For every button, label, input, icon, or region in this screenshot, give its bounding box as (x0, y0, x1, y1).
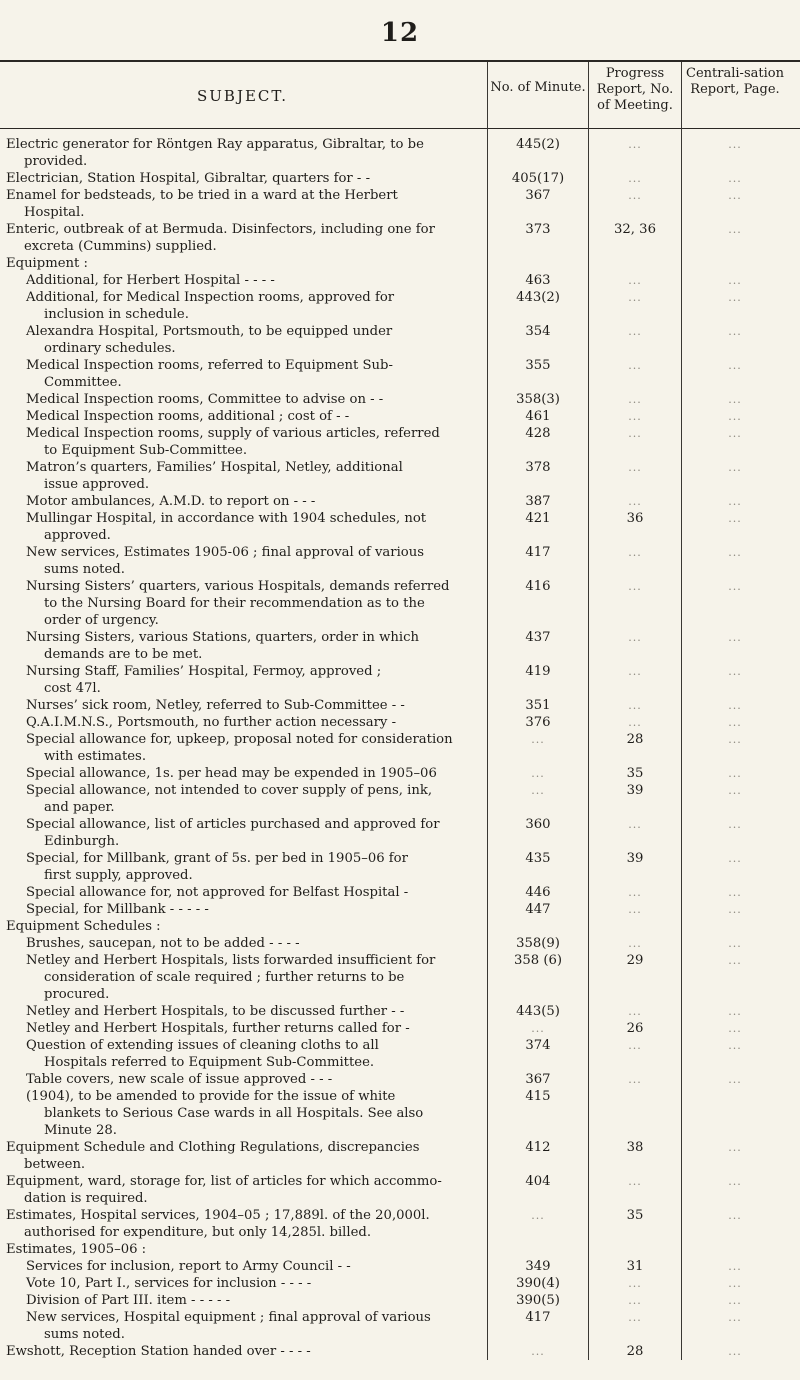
index-entries (0, 136, 800, 1360)
index-entry (0, 935, 800, 952)
index-entry (0, 629, 800, 663)
subject-continuation: demands are to be met. (44, 647, 203, 662)
entry-subject (0, 459, 500, 493)
progress-report-number: ... (628, 818, 642, 831)
subject-continuation: consideration of scale required ; further returns to be (44, 970, 405, 985)
centralisation-page: ... (728, 903, 742, 916)
subject-line: Netley and Herbert Hospitals, to be discussed further - - (26, 1004, 405, 1019)
minute-number: 447 (525, 902, 551, 917)
entry-subject (0, 255, 480, 272)
minute-number: 461 (525, 409, 551, 424)
subject-line: Electrician, Station Hospital, Gibraltar, quarters for - - (6, 171, 371, 186)
entry-subject (0, 578, 500, 629)
centralisation-page: ... (728, 716, 742, 729)
centralisation-page: ... (728, 1260, 742, 1273)
subject-line: Special allowance for, not approved for Belfast Hospital - (26, 885, 409, 900)
centralisation-page: ... (728, 1175, 742, 1188)
header-rule (0, 128, 800, 129)
centralisation-page: ... (728, 1294, 742, 1307)
entry-subject (0, 1139, 480, 1173)
subject-continuation: blankets to Serious Case wards in all Hospitals. See also (44, 1106, 424, 1121)
entry-subject (0, 272, 500, 289)
progress-report-number: 28 (626, 732, 644, 747)
centralisation-page: ... (728, 427, 742, 440)
minute-number: 445(2) (516, 137, 560, 152)
progress-report-number: ... (628, 1039, 642, 1052)
progress-report-number: ... (628, 903, 642, 916)
subject-line: Medical Inspection rooms, referred to Equipment Sub- (26, 358, 393, 373)
subject-line: Special, for Millbank - - - - - (26, 902, 209, 917)
subject-continuation: ordinary schedules. (44, 341, 176, 356)
minute-number: 358(9) (516, 936, 560, 951)
index-entry (0, 765, 800, 782)
minute-number: 378 (525, 460, 551, 475)
index-entry (0, 731, 800, 765)
subject-line: Special allowance for, upkeep, proposal noted for consideration (26, 732, 453, 747)
subject-continuation: Minute 28. (44, 1123, 117, 1138)
subject-continuation: sums noted. (44, 1327, 125, 1342)
subject-continuation: and paper. (44, 800, 115, 815)
index-entry (0, 408, 800, 425)
entry-subject (0, 1309, 500, 1343)
index-entry (0, 170, 800, 187)
progress-report-number: ... (628, 1277, 642, 1290)
entry-subject (0, 1173, 480, 1207)
progress-report-number: ... (628, 937, 642, 950)
progress-report-number: 39 (626, 851, 644, 866)
subject-continuation: Hospital. (24, 205, 85, 220)
centralisation-page: ... (728, 665, 742, 678)
entry-subject (0, 816, 500, 850)
subject-line: Special allowance, 1s. per head may be expended in 1905–06 (26, 766, 437, 781)
subject-line: Additional, for Medical Inspection rooms, approved for (26, 290, 395, 305)
subject-continuation: provided. (24, 154, 88, 169)
entry-subject (0, 1258, 500, 1275)
entry-subject (0, 1037, 500, 1071)
entry-subject (0, 510, 500, 544)
index-entry (0, 714, 800, 731)
centralisation-header: Centrali-sation Report, Page. (686, 66, 784, 97)
minute-number: 446 (525, 885, 551, 900)
entry-subject (0, 1003, 500, 1020)
index-entry (0, 578, 800, 629)
entry-subject (0, 782, 500, 816)
entry-subject (0, 1241, 480, 1258)
subject-line: Estimates, 1905–06 : (6, 1242, 147, 1257)
subject-continuation: procured. (44, 987, 110, 1002)
entry-subject (0, 952, 500, 1003)
subject-line: Nurses’ sick room, Netley, referred to Sub-Committee - - (26, 698, 405, 713)
entry-subject (0, 1343, 480, 1360)
subject-line: Nursing Sisters’ quarters, various Hospitals, demands referred (26, 579, 450, 594)
minute-number: 355 (525, 358, 551, 373)
index-entry (0, 1037, 800, 1071)
progress-report-number: ... (628, 359, 642, 372)
centralisation-page: ... (728, 410, 742, 423)
minute-number: 376 (525, 715, 551, 730)
index-entry (0, 136, 800, 170)
minute-number: 360 (525, 817, 551, 832)
progress-report-number: 31 (626, 1259, 644, 1274)
centralisation-page: ... (728, 291, 742, 304)
subject-continuation: excreta (Cummins) supplied. (24, 239, 217, 254)
subject-line: Enteric, outbreak of at Bermuda. Disinfectors, including one for (6, 222, 435, 237)
subject-continuation: to the Nursing Board for their recommendation as to the (44, 596, 425, 611)
minute-number: 405(17) (511, 171, 565, 186)
entry-subject (0, 935, 500, 952)
entry-subject (0, 408, 500, 425)
minute-number: 387 (525, 494, 551, 509)
progress-report-number: 36 (626, 511, 644, 526)
centralisation-page: ... (728, 580, 742, 593)
entry-subject (0, 765, 500, 782)
progress-report-number: ... (628, 274, 642, 287)
centralisation-page: ... (728, 546, 742, 559)
progress-report-number: ... (628, 631, 642, 644)
centralisation-page: ... (728, 852, 742, 865)
subject-line: New services, Estimates 1905-06 ; final approval of various (26, 545, 424, 560)
minute-number: 417 (525, 1310, 551, 1325)
subject-line: Nursing Sisters, various Stations, quarters, order in which (26, 630, 419, 645)
subject-line: Table covers, new scale of issue approved - - - (26, 1072, 333, 1087)
minute-number: 354 (525, 324, 551, 339)
progress-report-number: ... (628, 291, 642, 304)
subject-line: Vote 10, Part I., services for inclusion - - - - (26, 1276, 312, 1291)
section-heading (0, 255, 800, 272)
entry-subject (0, 1275, 500, 1292)
entry-subject (0, 187, 480, 221)
section-heading (0, 918, 800, 935)
subject-line: Medical Inspection rooms, Committee to advise on - - (26, 392, 384, 407)
centralisation-page: ... (728, 1039, 742, 1052)
subject-line: Medical Inspection rooms, additional ; cost of - - (26, 409, 350, 424)
centralisation-page: ... (728, 393, 742, 406)
progress-report-number: ... (628, 461, 642, 474)
progress-header: Progress Report, No. of Meeting. (596, 66, 674, 113)
index-entry (0, 544, 800, 578)
index-entry (0, 1275, 800, 1292)
entry-subject (0, 289, 500, 323)
subject-line: Services for inclusion, report to Army Council - - (26, 1259, 351, 1274)
minute-number: ... (531, 1345, 545, 1358)
entry-subject (0, 357, 500, 391)
minute-number: 417 (525, 545, 551, 560)
index-entry (0, 1003, 800, 1020)
minute-number: 421 (525, 511, 551, 526)
centralisation-page: ... (728, 937, 742, 950)
entry-subject (0, 1071, 500, 1088)
subject-continuation: Committee. (44, 375, 122, 390)
entry-subject (0, 918, 480, 935)
subject-continuation: order of urgency. (44, 613, 159, 628)
centralisation-page: ... (728, 1311, 742, 1324)
minute-number: 416 (525, 579, 551, 594)
subject-line: Additional, for Herbert Hospital - - - - (26, 273, 275, 288)
entry-subject (0, 544, 500, 578)
minute-number: 415 (525, 1089, 551, 1104)
index-entry (0, 1020, 800, 1037)
entry-subject (0, 1207, 480, 1241)
progress-report-number: 26 (626, 1021, 644, 1036)
minute-number: 463 (525, 273, 551, 288)
entry-subject (0, 136, 480, 170)
subject-line: New services, Hospital equipment ; final approval of various (26, 1310, 431, 1325)
subject-line: Ewshott, Reception Station handed over - - - - (6, 1344, 311, 1359)
subject-line: Motor ambulances, A.M.D. to report on - - - (26, 494, 316, 509)
progress-report-number: 28 (626, 1344, 644, 1359)
index-entry (0, 1309, 800, 1343)
minute-number: 443(5) (516, 1004, 560, 1019)
entry-subject (0, 697, 500, 714)
entry-subject (0, 1088, 500, 1139)
index-entry (0, 187, 800, 221)
centralisation-page: ... (728, 1022, 742, 1035)
centralisation-page: ... (728, 1209, 742, 1222)
subject-line: Special allowance, list of articles purchased and approved for (26, 817, 440, 832)
subject-continuation: authorised for expenditure, but only 14,285l. billed. (24, 1225, 372, 1240)
entry-subject (0, 850, 500, 884)
entry-subject (0, 1020, 500, 1037)
index-entry (0, 357, 800, 391)
index-entry (0, 510, 800, 544)
minute-number: 349 (525, 1259, 551, 1274)
index-entry (0, 221, 800, 255)
minute-number: 358 (6) (513, 953, 563, 968)
centralisation-page: ... (728, 1005, 742, 1018)
index-entry (0, 425, 800, 459)
progress-report-number: ... (628, 1311, 642, 1324)
index-entry (0, 1071, 800, 1088)
index-entry (0, 850, 800, 884)
progress-report-number: ... (628, 580, 642, 593)
centralisation-page: ... (728, 699, 742, 712)
index-entry (0, 697, 800, 714)
index-entry (0, 1207, 800, 1241)
minute-number: 373 (525, 222, 551, 237)
progress-report-number: ... (628, 886, 642, 899)
centralisation-page: ... (728, 1141, 742, 1154)
progress-report-number: ... (628, 495, 642, 508)
entry-subject (0, 493, 500, 510)
centralisation-page: ... (728, 172, 742, 185)
entry-subject (0, 663, 500, 697)
entry-subject (0, 391, 500, 408)
subject-continuation: with estimates. (44, 749, 147, 764)
centralisation-page: ... (728, 359, 742, 372)
minute-number: ... (531, 1209, 545, 1222)
minute-number: 443(2) (516, 290, 560, 305)
subject-continuation: to Equipment Sub-Committee. (44, 443, 248, 458)
progress-report-number: ... (628, 699, 642, 712)
minute-number: 367 (525, 188, 551, 203)
centralisation-page: ... (728, 189, 742, 202)
centralisation-page: ... (728, 495, 742, 508)
progress-report-number: ... (628, 189, 642, 202)
minute-number: 374 (525, 1038, 551, 1053)
subject-continuation: inclusion in schedule. (44, 307, 189, 322)
subject-continuation: first supply, approved. (44, 868, 193, 883)
centralisation-page: ... (728, 223, 742, 236)
subject-line: Estimates, Hospital services, 1904–05 ; 17,889l. of the 20,000l. (6, 1208, 430, 1223)
centralisation-page: ... (728, 767, 742, 780)
index-entry (0, 663, 800, 697)
progress-report-number: ... (628, 1294, 642, 1307)
index-entry (0, 323, 800, 357)
entry-subject (0, 714, 500, 731)
index-entry (0, 1258, 800, 1275)
minute-number: 390(4) (516, 1276, 560, 1291)
subject-line: Netley and Herbert Hospitals, further returns called for - (26, 1021, 410, 1036)
centralisation-page: ... (728, 784, 742, 797)
subject-continuation: issue approved. (44, 477, 150, 492)
index-entry (0, 1139, 800, 1173)
progress-report-number: 35 (626, 1208, 644, 1223)
entry-subject (0, 1292, 500, 1309)
minute-number: 435 (525, 851, 551, 866)
centralisation-page: ... (728, 1277, 742, 1290)
minute-number: 404 (525, 1174, 551, 1189)
section-heading (0, 1241, 800, 1258)
subject-line: Alexandra Hospital, Portsmouth, to be equipped under (26, 324, 393, 339)
index-entry (0, 493, 800, 510)
minute-number: 367 (525, 1072, 551, 1087)
subject-line: Enamel for bedsteads, to be tried in a ward at the Herbert (6, 188, 398, 203)
index-entry (0, 1088, 800, 1139)
index-entry (0, 816, 800, 850)
subject-line: Division of Part III. item - - - - - (26, 1293, 231, 1308)
subject-header: SUBJECT. (197, 87, 288, 105)
entry-subject (0, 884, 500, 901)
centralisation-page: ... (728, 631, 742, 644)
centralisation-page: ... (728, 818, 742, 831)
progress-report-number: ... (628, 410, 642, 423)
index-entry (0, 901, 800, 918)
minute-number: 358(3) (516, 392, 560, 407)
top-rule (0, 60, 800, 62)
subject-line: Special, for Millbank, grant of 5s. per bed in 1905–06 for (26, 851, 408, 866)
index-entry (0, 1343, 800, 1360)
progress-report-number: ... (628, 665, 642, 678)
subject-line: Matron’s quarters, Families’ Hospital, Netley, additional (26, 460, 403, 475)
centralisation-page: ... (728, 886, 742, 899)
subject-continuation: cost 47l. (44, 681, 101, 696)
index-entry (0, 1173, 800, 1207)
minute-number: 428 (525, 426, 551, 441)
progress-report-number: 39 (626, 783, 644, 798)
progress-report-number: ... (628, 1005, 642, 1018)
index-entry (0, 459, 800, 493)
index-entry (0, 884, 800, 901)
minute-number: ... (531, 767, 545, 780)
index-entry (0, 391, 800, 408)
progress-report-number: ... (628, 325, 642, 338)
centralisation-page: ... (728, 138, 742, 151)
index-entry (0, 1292, 800, 1309)
centralisation-page: ... (728, 1073, 742, 1086)
centralisation-page: ... (728, 954, 742, 967)
progress-report-number: ... (628, 138, 642, 151)
minute-number: ... (531, 733, 545, 746)
subject-line: Equipment Schedules : (6, 919, 161, 934)
minute-number: 412 (525, 1140, 551, 1155)
progress-report-number: 38 (626, 1140, 644, 1155)
centralisation-page: ... (728, 512, 742, 525)
subject-line: Netley and Herbert Hospitals, lists forwarded insufficient for (26, 953, 436, 968)
subject-line: Brushes, saucepan, not to be added - - - - (26, 936, 300, 951)
minute-number: ... (531, 1022, 545, 1035)
entry-subject (0, 425, 500, 459)
centralisation-page: ... (728, 461, 742, 474)
minute-number: 351 (525, 698, 551, 713)
subject-continuation: approved. (44, 528, 111, 543)
progress-report-number: ... (628, 1175, 642, 1188)
subject-continuation: Edinburgh. (44, 834, 120, 849)
minute-number: ... (531, 784, 545, 797)
index-entry (0, 289, 800, 323)
subject-line: (1904), to be amended to provide for the issue of white (26, 1089, 396, 1104)
minute-number: 419 (525, 664, 551, 679)
subject-line: Equipment, ward, storage for, list of articles for which accommo- (6, 1174, 442, 1189)
entry-subject (0, 323, 500, 357)
subject-line: Special allowance, not intended to cover supply of pens, ink, (26, 783, 433, 798)
progress-report-number: ... (628, 1073, 642, 1086)
subject-line: Equipment Schedule and Clothing Regulations, discrepancies (6, 1140, 420, 1155)
subject-line: Q.A.I.M.N.S., Portsmouth, no further action necessary - (26, 715, 397, 730)
entry-subject (0, 221, 480, 255)
index-entry (0, 952, 800, 1003)
entry-subject (0, 170, 480, 187)
progress-report-number: 29 (626, 953, 644, 968)
subject-continuation: Hospitals referred to Equipment Sub-Committee. (44, 1055, 375, 1070)
entry-subject (0, 629, 500, 663)
centralisation-page: ... (728, 274, 742, 287)
subject-continuation: between. (24, 1157, 86, 1172)
index-entry (0, 272, 800, 289)
progress-report-number: ... (628, 716, 642, 729)
subject-line: Equipment : (6, 256, 88, 271)
subject-line: Electric generator for Röntgen Ray apparatus, Gibraltar, to be (6, 137, 424, 152)
progress-report-number: ... (628, 546, 642, 559)
subject-line: Medical Inspection rooms, supply of various articles, referred (26, 426, 440, 441)
progress-report-number: 35 (626, 766, 644, 781)
progress-report-number: ... (628, 172, 642, 185)
progress-report-number: ... (628, 427, 642, 440)
centralisation-page: ... (728, 733, 742, 746)
centralisation-page: ... (728, 1345, 742, 1358)
centralisation-page: ... (728, 325, 742, 338)
entry-subject (0, 731, 500, 765)
progress-report-number: 32, 36 (614, 222, 656, 237)
subject-continuation: dation is required. (24, 1191, 148, 1206)
entry-subject (0, 901, 500, 918)
minute-number: 390(5) (516, 1293, 560, 1308)
subject-line: Mullingar Hospital, in accordance with 1904 schedules, not (26, 511, 427, 526)
subject-line: Nursing Staff, Families’ Hospital, Fermoy, approved ; (26, 664, 382, 679)
progress-report-number: ... (628, 393, 642, 406)
index-entry (0, 782, 800, 816)
page-number: 12 (380, 18, 420, 48)
subject-continuation: sums noted. (44, 562, 125, 577)
subject-line: Question of extending issues of cleaning cloths to all (26, 1038, 379, 1053)
minute-header: No. of Minute. (490, 80, 586, 95)
minute-number: 437 (525, 630, 551, 645)
